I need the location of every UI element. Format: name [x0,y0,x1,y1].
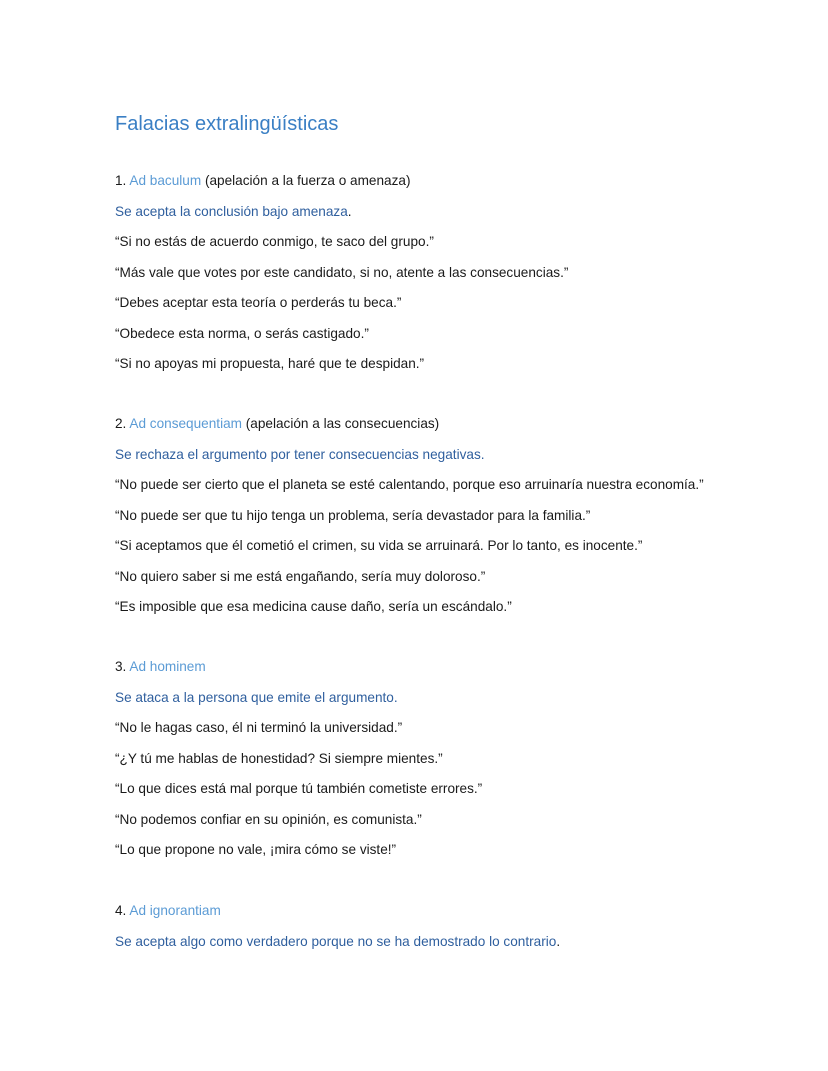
definition-period: . [347,203,352,219]
section-number: 1. [115,173,127,188]
section-number: 3. [115,659,127,674]
fallacy-name: Ad ignorantiam [129,903,221,918]
section-number: 4. [115,903,127,918]
example-line: “Debes aceptar esta teoría o perderás tu beca.” [115,295,402,310]
fallacy-definition [115,197,795,228]
example-line: “No puede ser cierto que el planeta se esté calentando, porque eso arruinaría nuestra economía.” [115,477,704,492]
fallacy-name: Ad baculum [129,173,202,188]
section-heading [115,652,795,683]
definition-text: Se acepta la conclusión bajo amenaza [115,203,348,219]
definition-period: . [556,933,561,949]
example-line: “¿Y tú me hablas de honestidad? Si siempre mientes.” [115,750,443,766]
example-line: “Es imposible que esa medicina cause daño, sería un escándalo.” [115,599,512,614]
section-ad-hominem [115,652,795,866]
section-heading [115,896,795,927]
example-line: “Obedece esta norma, o serás castigado.” [115,325,369,341]
example-line: “Si no apoyas mi propuesta, haré que te despidan.” [115,356,425,371]
definition-text: Se ataca a la persona que emite el argumento. [115,689,398,705]
example-line: “Si no estás de acuerdo conmigo, te saco del grupo.” [115,234,434,249]
example-line: “Más vale que votes por este candidato, si no, atente a las consecuencias.” [115,264,569,280]
example-line: “No podemos confiar en su opinión, es comunista.” [115,811,422,827]
example-line: “Si aceptamos que él cometió el crimen, su vida se arruinará. Por lo tanto, es inocente.” [115,538,643,553]
section-number: 2. [115,416,127,431]
document-title: Falacias extralingüísticas [115,113,339,135]
section-ad-baculum [115,166,795,380]
section-ad-consequentiam [115,409,795,623]
example-line: “No quiero saber si me está engañando, sería muy doloroso.” [115,568,486,584]
section-heading [115,166,795,197]
example-line: “Lo que propone no vale, ¡mira cómo se viste!” [115,842,397,857]
fallacy-definition [115,927,795,958]
definition-text: Se acepta algo como verdadero porque no se ha demostrado lo contrario [115,933,557,949]
section-ad-ignorantiam [115,896,795,957]
fallacy-name: Ad consequentiam [129,416,242,431]
fallacy-definition [115,440,795,471]
section-heading [115,409,795,440]
fallacy-definition [115,683,795,714]
fallacy-description: (apelación a las consecuencias) [245,416,440,431]
definition-text: Se rechaza el argumento por tener consecuencias negativas. [115,446,485,462]
example-line: “No le hagas caso, él ni terminó la universidad.” [115,720,403,735]
fallacy-name: Ad hominem [129,659,206,674]
fallacy-description: (apelación a la fuerza o amenaza) [204,173,411,188]
example-line: “No puede ser que tu hijo tenga un problema, sería devastador para la familia.” [115,507,591,523]
example-line: “Lo que dices está mal porque tú también cometiste errores.” [115,781,483,796]
